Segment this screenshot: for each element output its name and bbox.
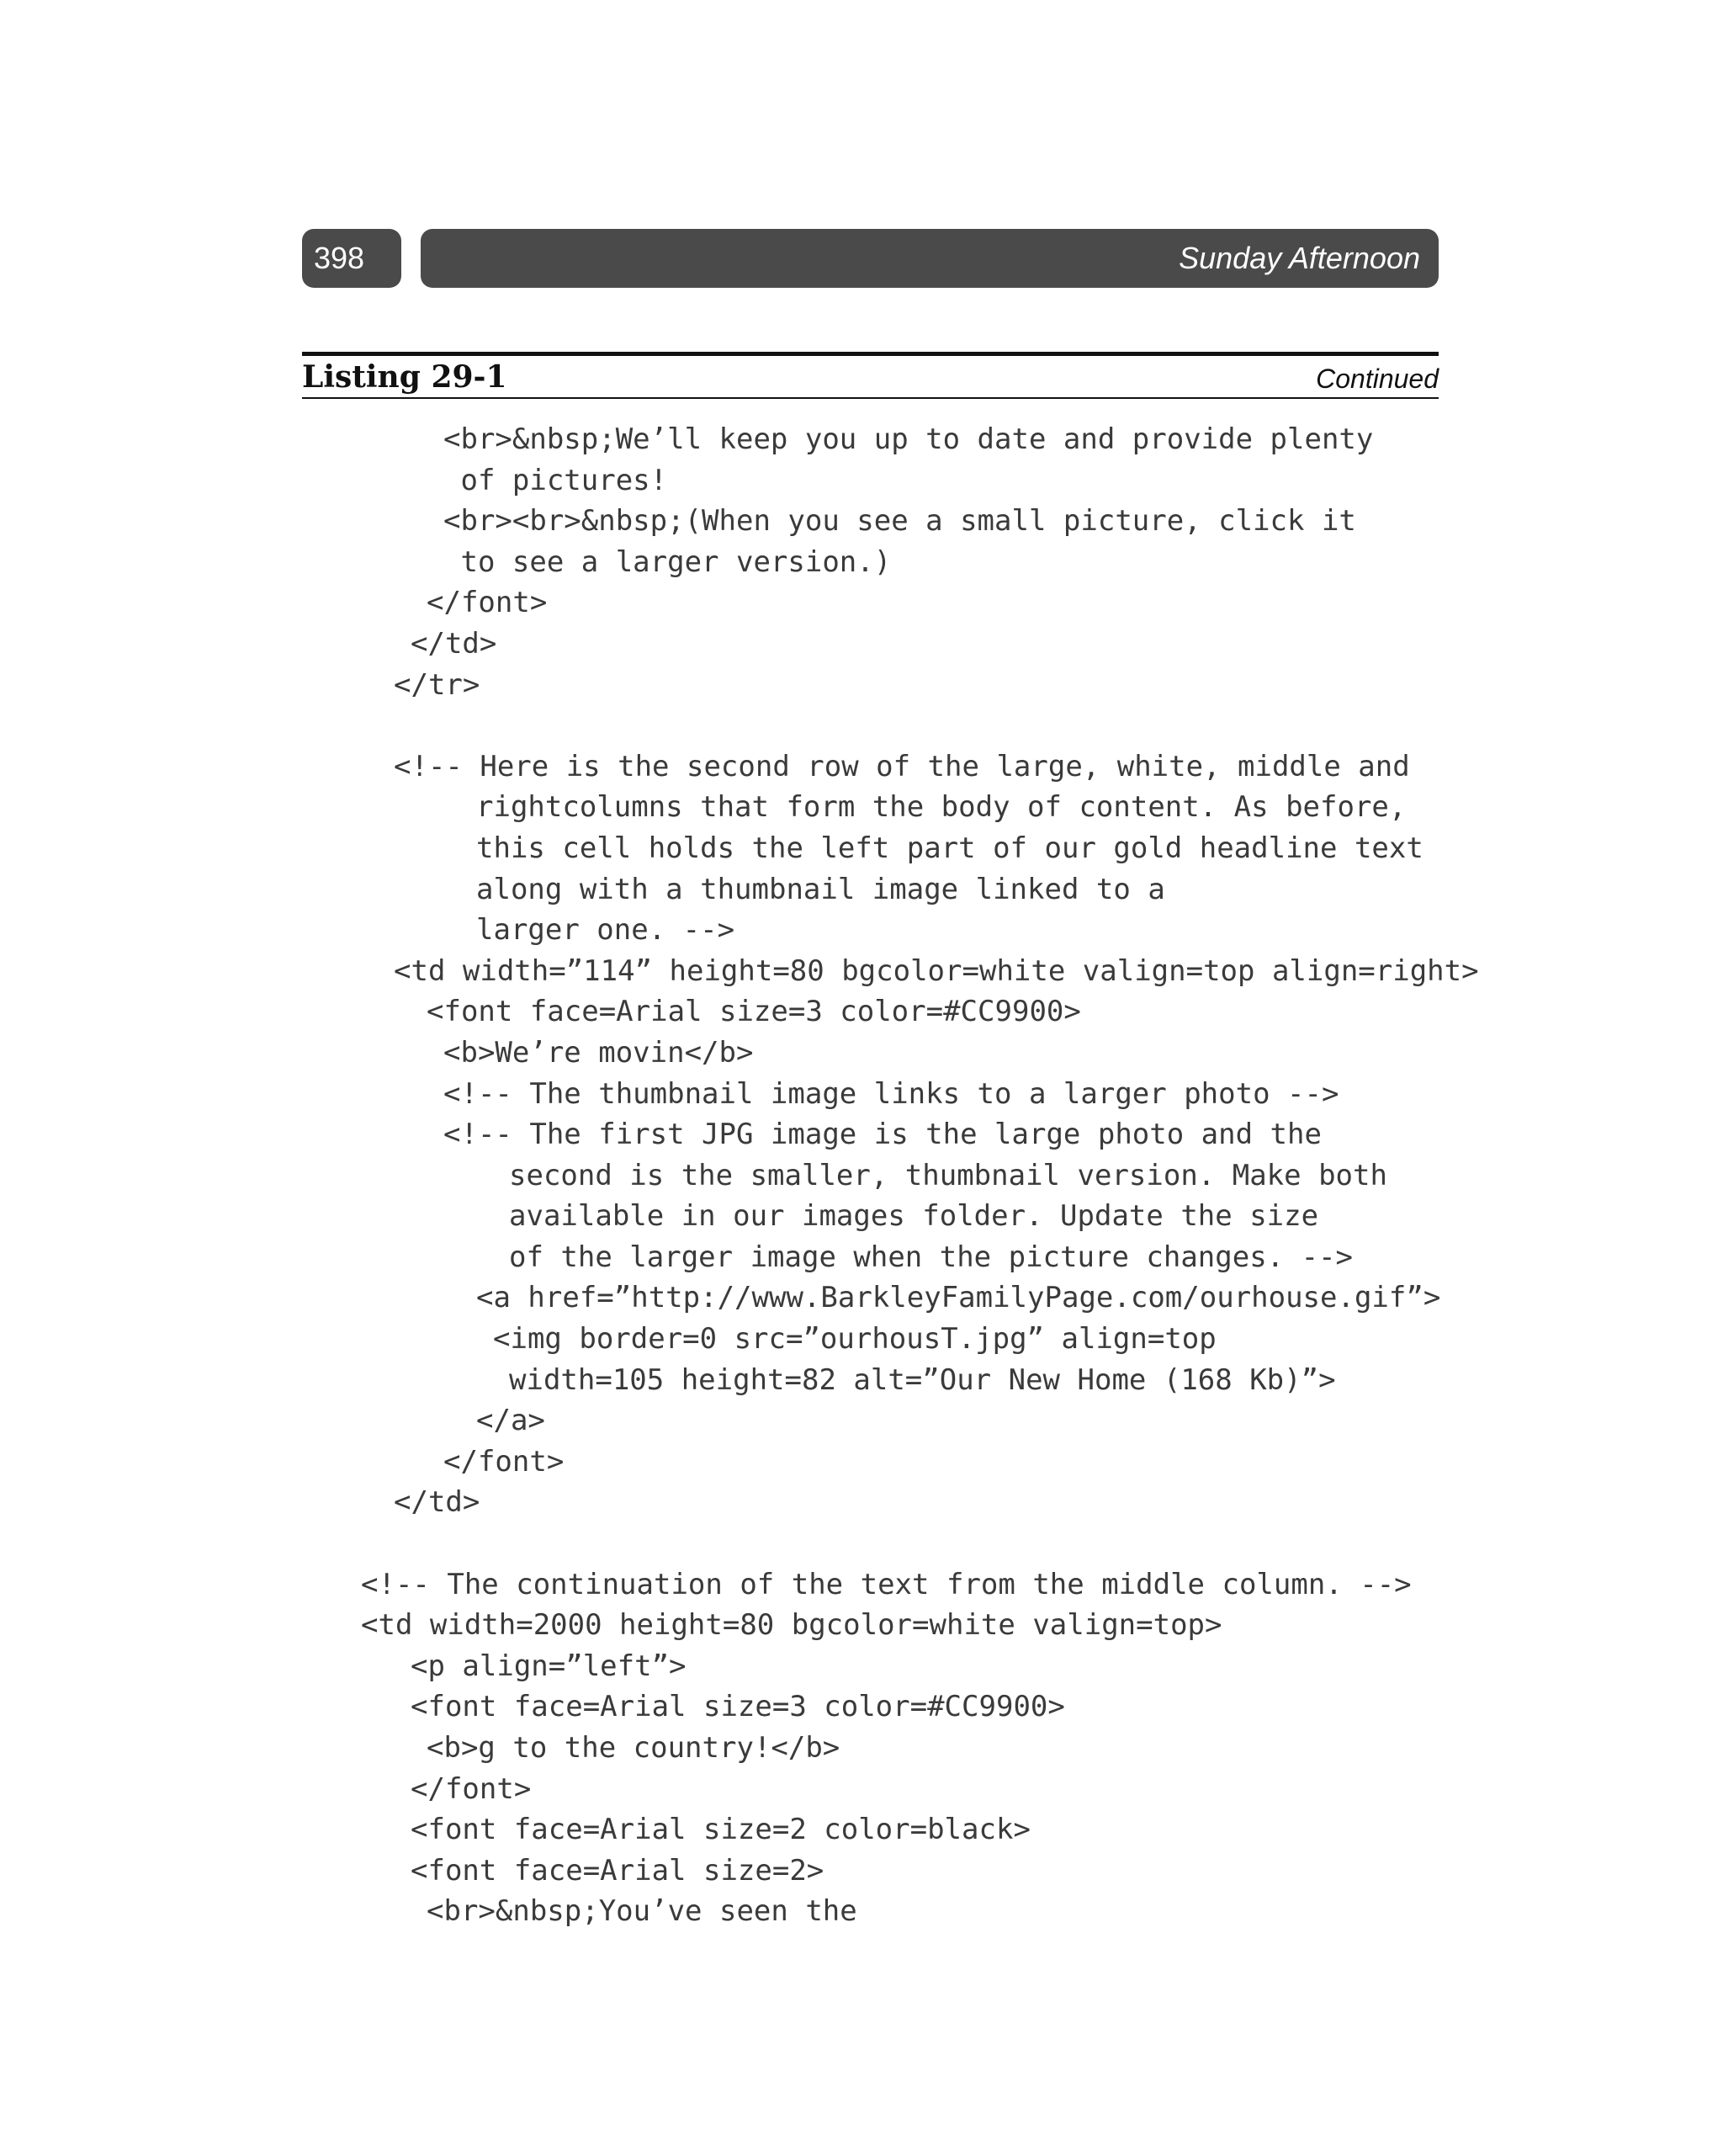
code-line: <!-- Here is the second row of the large, white, middle and: [394, 749, 1410, 783]
code-line: available in our images folder. Update the size: [509, 1199, 1319, 1234]
code-line: <font face=Arial size=2 color=black>: [411, 1813, 1031, 1847]
code-line: <img border=0 src=”ourhousT.jpg” align=top: [493, 1322, 1217, 1357]
running-head: Sunday Afternoon: [421, 229, 1439, 288]
code-line: <br>&nbsp;We’ll keep you up to date and provide plenty: [443, 422, 1374, 456]
code-listing: [0, 419, 1723, 1932]
code-line: <!-- The continuation of the text from the middle column. -->: [361, 1567, 1412, 1601]
code-line: <font face=Arial size=2>: [411, 1853, 824, 1888]
code-line: <br><br>&nbsp;(When you see a small picture, click it: [443, 504, 1356, 539]
code-line: </a>: [476, 1404, 545, 1438]
code-line: <!-- The first JPG image is the large photo and the: [443, 1118, 1322, 1152]
code-line: larger one. -->: [476, 913, 735, 948]
code-line: </td>: [394, 1485, 480, 1520]
code-line: <b>We’re movin</b>: [443, 1035, 754, 1070]
code-line: width=105 height=82 alt=”Our New Home (168 Kb)”>: [509, 1362, 1336, 1397]
code-line: </font>: [443, 1444, 565, 1479]
code-line: <a href=”http://www.BarkleyFamilyPage.com/ourhouse.gif”>: [476, 1281, 1441, 1315]
code-line: </tr>: [394, 667, 480, 702]
code-line: <b>g to the country!</b>: [427, 1731, 840, 1765]
listing-title: Listing 29-1: [302, 359, 507, 395]
code-line: <td width=”114” height=80 bgcolor=white valign=top align=right>: [394, 953, 1479, 988]
listing-bottom-rule: [302, 397, 1439, 399]
code-line: this cell holds the left part of our gold headline text: [476, 831, 1423, 865]
code-line: </font>: [427, 586, 548, 620]
listing-continued-label: Continued: [1316, 364, 1439, 394]
code-line: <p align=”left”>: [411, 1649, 687, 1683]
code-line: </font>: [411, 1771, 532, 1806]
code-line: [0, 1523, 1723, 1564]
code-line: along with a thumbnail image linked to a: [476, 872, 1165, 906]
page-number: 398: [302, 229, 401, 288]
code-line: </td>: [411, 626, 497, 661]
listing-top-rule: [302, 352, 1439, 356]
code-line: <font face=Arial size=3 color=#CC9900>: [411, 1690, 1065, 1724]
code-line: <font face=Arial size=3 color=#CC9900>: [427, 995, 1081, 1029]
code-line: to see a larger version.): [443, 544, 892, 579]
code-line: of pictures!: [443, 463, 668, 497]
code-line: <!-- The thumbnail image links to a larger photo -->: [443, 1076, 1339, 1111]
code-line: rightcolumns that form the body of content. As before,: [476, 790, 1407, 825]
code-line: [0, 705, 1723, 746]
code-line: second is the smaller, thumbnail version. Make both: [509, 1158, 1387, 1192]
code-line: <td width=2000 height=80 bgcolor=white valign=top>: [361, 1608, 1222, 1643]
code-line: <br>&nbsp;You’ve seen the: [427, 1894, 857, 1929]
code-line: of the larger image when the picture changes. -->: [509, 1240, 1354, 1274]
